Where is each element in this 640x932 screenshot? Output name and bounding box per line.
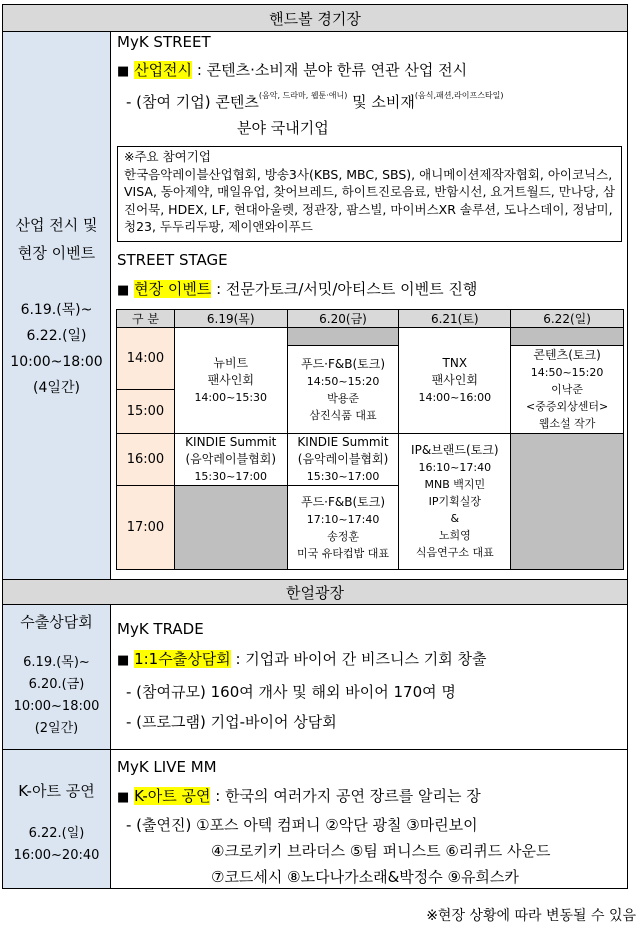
table-row xyxy=(117,434,624,486)
item-text: : 한국의 여러가지 공연 장르를 알리는 장 xyxy=(210,787,481,805)
date-line: 6.22.(일) xyxy=(28,826,85,841)
time-cell: 16:00 xyxy=(117,434,175,486)
event-person: 웹소설 작가 xyxy=(538,417,596,430)
event-sub: 팬사인회 xyxy=(207,373,254,387)
empty-cell xyxy=(511,328,624,346)
date-line: (4일간) xyxy=(33,379,80,396)
section-header-hanul xyxy=(2,579,628,605)
event-person: 박용준 xyxy=(327,391,359,405)
square-bullet-icon: ■ xyxy=(117,64,130,79)
left-title-line: 현장 이벤트 xyxy=(17,243,96,262)
item-text: : 기업과 바이어 간 비즈니스 기회 창출 xyxy=(230,650,487,668)
time-cell: 15:00 xyxy=(117,390,175,434)
event-title: KINDIE Summit xyxy=(185,435,277,449)
event-person: 노희영 xyxy=(438,529,471,542)
date-line: 6.22.(일) xyxy=(26,327,87,344)
event-sub: (음악레이블협회) xyxy=(185,452,277,466)
section-header-text: 한얼광장 xyxy=(286,583,344,602)
date-line: 10:00~18:00 xyxy=(13,699,100,714)
event-person: & xyxy=(450,512,460,525)
header-cell: 6.22(일) xyxy=(511,310,624,328)
sub-b-sup: (음식,패션,라이프스타일) xyxy=(414,91,504,100)
left-cell-kart xyxy=(2,749,111,889)
brand-myk-trade: MyK TRADE xyxy=(117,620,204,638)
left-dates xyxy=(14,823,100,867)
item-kart-performance xyxy=(117,785,481,806)
event-cell xyxy=(399,328,511,434)
left-title xyxy=(16,211,98,267)
header-cell: 6.20(금) xyxy=(287,310,399,328)
sub-line2: 분야 국내기업 xyxy=(237,119,329,137)
event-title: 뉴비트 xyxy=(213,356,249,370)
box-title: ※주요 참여기업 xyxy=(124,149,211,164)
highlight-label: K-아트 공연 xyxy=(134,787,211,805)
left-title: K-아트 공연 xyxy=(18,782,95,800)
sub-scale: - (참여규모) 160여 개사 및 해외 바이어 170여 명 xyxy=(126,683,456,701)
event-sub: (음악레이블협회) xyxy=(297,452,389,466)
item-export-meeting xyxy=(117,648,486,669)
header-cell: 6.19(목) xyxy=(174,310,287,328)
event-cell xyxy=(287,486,399,570)
brand-myk-live: MyK LIVE MM xyxy=(117,758,217,776)
brand-myk-street: MyK STREET xyxy=(117,33,211,51)
performers-line: ⑦코드세시 ⑧노다나가소래&박정수 ⑨유희스카 xyxy=(211,868,519,886)
sub-a-sup: (음악, 드라마, 웹툰·애니) xyxy=(258,91,348,100)
empty-cell xyxy=(511,434,624,570)
event-cell xyxy=(399,434,511,570)
event-cell xyxy=(287,346,399,434)
event-person: 송정훈 xyxy=(327,529,359,543)
sub-label: - (참여 기업) xyxy=(126,93,216,111)
date-line: 6.19.(목)~ xyxy=(20,301,93,318)
date-line: 6.20.(금) xyxy=(28,677,85,692)
highlight-label: 1:1수출상담회 xyxy=(134,650,231,668)
event-time: 14:00~16:00 xyxy=(418,391,492,404)
empty-cell xyxy=(287,328,399,346)
schedule-table xyxy=(116,309,624,570)
event-title: KINDIE Summit xyxy=(297,435,389,449)
table-header-row xyxy=(117,310,624,328)
event-person: 식음연구소 대표 xyxy=(415,546,494,559)
date-line: 6.19.(목)~ xyxy=(23,655,90,670)
event-time: 15:30~17:00 xyxy=(194,470,268,483)
sub-participants xyxy=(126,91,504,112)
event-time: 14:50~15:20 xyxy=(530,366,604,379)
highlight-label: 현장 이벤트 xyxy=(134,280,212,298)
square-bullet-icon: ■ xyxy=(117,653,130,668)
event-time: 14:00~15:30 xyxy=(194,391,268,404)
square-bullet-icon: ■ xyxy=(117,283,130,298)
item-onsite-event xyxy=(117,278,477,299)
section-header-handball xyxy=(2,4,628,32)
sub-mid: 및 소비재 xyxy=(347,93,415,111)
event-person: 삼진식품 대표 xyxy=(309,408,377,422)
left-title-line: 산업 전시 및 xyxy=(15,215,98,234)
item-text: : 콘텐츠·소비재 분야 한류 연관 산업 전시 xyxy=(192,61,468,79)
event-time: 15:30~17:00 xyxy=(306,470,380,483)
date-line: 16:00~20:40 xyxy=(13,848,100,863)
companies-box xyxy=(117,146,622,242)
table-row xyxy=(117,328,624,346)
performers-line: ④크로키키 브라더스 ⑤팀 퍼니스트 ⑥리퀴드 사운드 xyxy=(211,842,551,860)
time-cell: 17:00 xyxy=(117,486,175,570)
event-title: 콘텐츠(토크) xyxy=(533,348,601,362)
header-cell: 6.21(토) xyxy=(399,310,511,328)
left-title: 수출상담회 xyxy=(20,613,93,631)
highlight-label: 산업전시 xyxy=(134,61,193,79)
left-cell-exhibition xyxy=(2,31,111,580)
event-person: <중증외상센터> xyxy=(525,400,609,413)
performers-line: - (출연진) ①포스 아텍 컴퍼니 ②악단 광칠 ③마린보이 xyxy=(126,816,478,834)
sub-program: - (프로그램) 기업-바이어 상담회 xyxy=(126,713,337,731)
date-line: (2일간) xyxy=(34,721,79,736)
event-cell xyxy=(174,434,287,486)
left-cell-export xyxy=(2,604,111,750)
header-cell: 구 분 xyxy=(117,310,175,328)
event-sub: 팬사인회 xyxy=(431,373,478,387)
box-text: 한국음악레이블산업협회, 방송3사(KBS, MBC, SBS), 애니메이션제작자협회, 아이코닉스, VISA, 동아제약, 매일유업, 찾어브레드, 하이트진로음료, 반함시선, 요거트월드, 만나당, 삼진어묵, HDEX, LF, 현대아울렛, 정관장, 팜스빌, 마이버스XR 솔루션, 도나스데이, 정남미, 청23, 두두리두팡, 제이앤와이푸드 xyxy=(124,166,616,234)
event-title: 푸드·F&B(토크) xyxy=(301,494,386,509)
footnote: ※현장 상황에 따라 변동될 수 있음 xyxy=(426,908,636,924)
event-cell xyxy=(174,328,287,434)
time-cell: 14:00 xyxy=(117,328,175,390)
event-cell xyxy=(511,346,624,434)
event-time: 17:10~17:40 xyxy=(306,512,380,526)
sub-a: 콘텐츠 xyxy=(215,93,259,111)
event-time: 14:50~15:20 xyxy=(306,374,380,388)
event-person: 미국 유타컵밥 대표 xyxy=(297,546,390,560)
event-time: 16:10~17:40 xyxy=(418,461,492,474)
empty-cell xyxy=(174,486,287,570)
event-title: IP&브랜드(토크) xyxy=(411,443,499,457)
item-text: : 전문가토크/서밋/아티스트 이벤트 진행 xyxy=(211,280,478,298)
event-person: MNB 백지민 xyxy=(424,478,486,491)
stage-title: STREET STAGE xyxy=(117,251,228,269)
event-person: IP기획실장 xyxy=(428,495,481,508)
event-cell xyxy=(287,434,399,486)
event-title: TNX xyxy=(442,356,468,370)
item-industry-exhibit xyxy=(117,59,467,80)
left-dates xyxy=(10,297,102,401)
section-header-text: 핸드볼 경기장 xyxy=(269,9,361,28)
event-person: 이낙준 xyxy=(551,383,584,396)
square-bullet-icon: ■ xyxy=(117,790,130,805)
event-title: 푸드·F&B(토크) xyxy=(301,356,386,371)
left-dates xyxy=(14,652,100,740)
date-line: 10:00~18:00 xyxy=(10,353,103,370)
